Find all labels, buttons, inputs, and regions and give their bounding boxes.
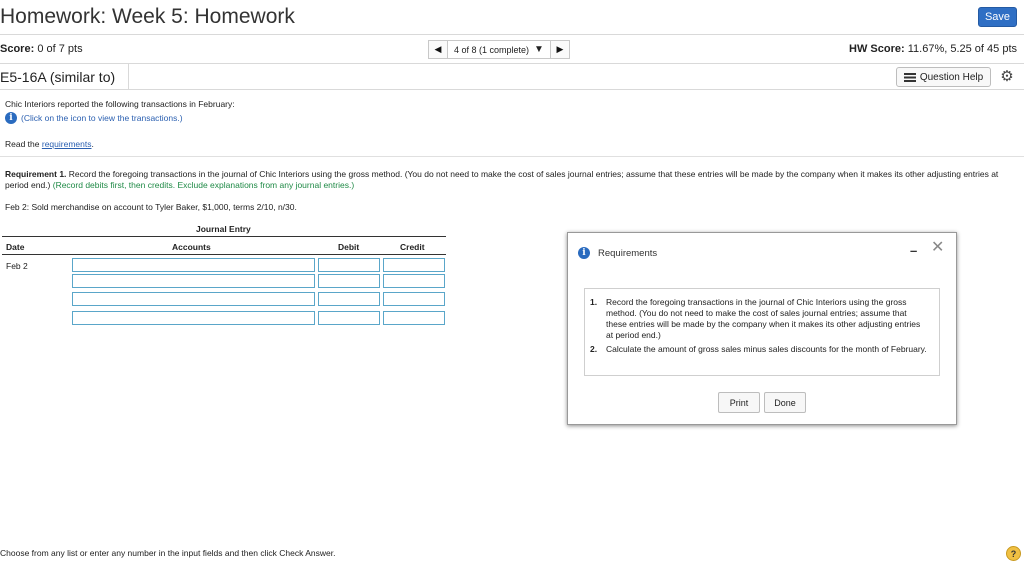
list-item-text: Calculate the amount of gross sales minus sales discounts for the month of February. bbox=[606, 344, 927, 354]
journal-entry-title: Journal Entry bbox=[196, 224, 251, 234]
top-bar bbox=[0, 0, 1024, 35]
print-button[interactable]: Print bbox=[718, 392, 760, 413]
requirement-1-label: Requirement 1. bbox=[5, 169, 67, 179]
footer-instruction: Choose from any list or enter any number in the input fields and then click Check Answer. bbox=[0, 548, 336, 558]
triangle-left-icon: ◀ bbox=[434, 44, 442, 54]
click-info-text: (Click on the icon to view the transactions.) bbox=[21, 113, 183, 123]
account-input[interactable] bbox=[72, 292, 315, 306]
journal-top-rule bbox=[2, 236, 446, 237]
next-question-button[interactable] bbox=[550, 40, 570, 59]
question-id: E5-16A (similar to) bbox=[0, 64, 129, 90]
question-bar bbox=[0, 64, 1024, 90]
divider bbox=[0, 156, 1024, 157]
column-header-date: Date bbox=[6, 242, 25, 252]
previous-question-button[interactable] bbox=[428, 40, 448, 59]
account-input[interactable] bbox=[72, 311, 315, 325]
triangle-right-icon: ▶ bbox=[556, 44, 564, 54]
transaction-text: Feb 2: Sold merchandise on account to Tyler Baker, $1,000, terms 2/10, n/30. bbox=[5, 202, 297, 212]
debit-input[interactable] bbox=[318, 258, 380, 272]
read-requirements-line bbox=[5, 139, 94, 149]
list-item-text: Record the foregoing transactions in the journal of Chic Interiors using the gross method. (You do not need to make the cost of sales journal entries; assume that these entries will be made by the company when it makes its other adjusting entries at period end.) bbox=[606, 297, 921, 340]
page-title: Homework: Week 5: Homework bbox=[0, 5, 295, 28]
account-input[interactable] bbox=[72, 258, 315, 272]
list-item-number: 2. bbox=[590, 344, 598, 354]
close-icon[interactable]: ✕ bbox=[931, 239, 945, 256]
requirements-list-box bbox=[584, 288, 940, 376]
hw-score-value: 11.67%, 5.25 of 45 pts bbox=[907, 43, 1017, 55]
hw-score-label: HW Score: bbox=[849, 43, 905, 55]
intro-text: Chic Interiors reported the following transactions in February: bbox=[5, 99, 235, 109]
gear-icon[interactable]: ⚙ bbox=[1000, 68, 1014, 85]
dialog-header bbox=[578, 247, 657, 259]
caret-down-icon: ▼ bbox=[534, 44, 544, 55]
transactions-info bbox=[5, 112, 183, 124]
score-bar bbox=[0, 35, 1024, 64]
requirement-1-text bbox=[5, 169, 1017, 191]
question-help-button[interactable] bbox=[896, 67, 991, 87]
question-mark-icon[interactable]: ? bbox=[1006, 546, 1021, 561]
requirements-list bbox=[590, 297, 929, 355]
credit-input[interactable] bbox=[383, 274, 445, 288]
list-item bbox=[590, 297, 929, 341]
credit-input[interactable] bbox=[383, 292, 445, 306]
read-suffix: . bbox=[91, 139, 94, 149]
question-help-label: Question Help bbox=[919, 71, 984, 83]
question-select-dropdown[interactable] bbox=[448, 40, 550, 59]
info-icon: i bbox=[578, 247, 590, 259]
save-button[interactable]: Save bbox=[978, 7, 1017, 27]
credit-input[interactable] bbox=[383, 311, 445, 325]
list-icon bbox=[904, 73, 916, 82]
done-button[interactable]: Done bbox=[764, 392, 806, 413]
debit-input[interactable] bbox=[318, 274, 380, 288]
minimize-icon[interactable]: – bbox=[910, 243, 918, 258]
requirements-link[interactable]: requirements bbox=[41, 139, 92, 149]
credit-input[interactable] bbox=[383, 258, 445, 272]
score-label: Score: bbox=[0, 43, 35, 55]
score bbox=[0, 43, 83, 55]
journal-header-rule bbox=[2, 254, 446, 255]
debit-input[interactable] bbox=[318, 311, 380, 325]
column-header-debit: Debit bbox=[338, 242, 360, 252]
info-icon[interactable]: i bbox=[5, 112, 17, 124]
entry-date: Feb 2 bbox=[6, 261, 28, 271]
dialog-title: Requirements bbox=[598, 247, 658, 259]
requirement-1-body: Record the foregoing transactions in the journal of Chic Interiors using the gross method. (You do not need to make the cost of sales journal entries; assume that these entries will be made by the company when it makes its other adjusting entries at period end.) bbox=[5, 169, 999, 190]
read-prefix: Read the bbox=[5, 139, 42, 149]
account-input[interactable] bbox=[72, 274, 315, 288]
hw-score bbox=[849, 43, 1017, 55]
debit-input[interactable] bbox=[318, 292, 380, 306]
question-position: 4 of 8 (1 complete) bbox=[454, 44, 530, 55]
column-header-credit: Credit bbox=[400, 242, 425, 252]
column-header-accounts: Accounts bbox=[172, 242, 211, 252]
question-navigator bbox=[428, 40, 570, 59]
list-item-number: 1. bbox=[590, 297, 598, 307]
requirement-1-instruction: (Record debits first, then credits. Exclude explanations from any journal entries.) bbox=[52, 180, 355, 190]
score-value: 0 of 7 pts bbox=[37, 43, 83, 55]
list-item bbox=[590, 344, 929, 355]
requirements-dialog bbox=[567, 232, 957, 425]
